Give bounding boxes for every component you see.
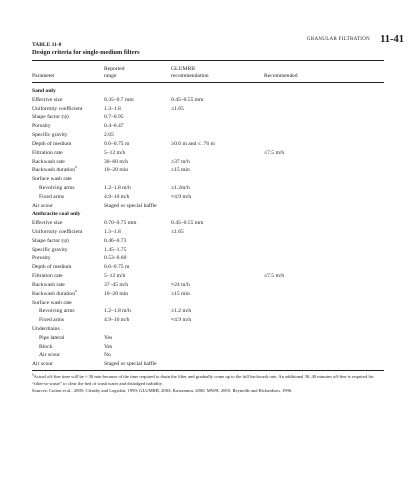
cell-reported-range: 1.3–1.8 xyxy=(104,229,121,235)
cell-glumrb-recommendation: ≥1.2m/h xyxy=(171,184,190,191)
table-row xyxy=(32,113,384,122)
footnote xyxy=(32,373,384,387)
cell-parameter-text: Air scour xyxy=(39,352,60,359)
cell-parameter xyxy=(32,263,71,272)
cell-parameter-text: Specific gravity xyxy=(32,246,68,253)
cell-reported-range: 1.2–1.8 m/h xyxy=(104,184,131,191)
cell-parameter-text: Filtration rate xyxy=(32,149,63,156)
cell-parameter xyxy=(32,237,69,246)
cell-parameter-text: Backwash duration xyxy=(32,290,76,297)
cell-parameter-text: Surface wash rate xyxy=(32,176,72,183)
table-row xyxy=(32,307,384,316)
cell-reported-range: 5–12 m/h xyxy=(104,149,126,156)
cell-reported-range: Yes xyxy=(104,343,113,350)
cell-glumrb-recommendation: 0.45–0.55 mm xyxy=(171,220,204,227)
footnote-ref: a xyxy=(75,288,77,293)
cell-parameter xyxy=(32,193,64,202)
cell-reported-range: 0.7–0.95 xyxy=(104,114,124,121)
cell-parameter xyxy=(32,105,82,114)
cell-parameter-text: Block xyxy=(39,343,53,350)
table-row xyxy=(32,343,384,352)
cell-glumrb-recommendation: ≥15 min xyxy=(171,290,190,297)
cell-parameter-text: Effective size xyxy=(32,220,63,227)
table-row xyxy=(32,96,384,105)
table-row xyxy=(32,290,384,299)
table-row xyxy=(32,263,384,272)
cell-glumrb-recommendation: ≈4.9 m/h xyxy=(171,193,192,200)
cell-glumrb-recommendation: 0.45–0.55 mm xyxy=(171,96,204,103)
cell-parameter xyxy=(32,149,63,158)
cell-parameter-text: Fixed arms xyxy=(39,317,65,324)
table-row xyxy=(32,140,384,149)
table-bottom-rule xyxy=(32,370,384,371)
page-number: 11-41 xyxy=(380,33,404,45)
table-header xyxy=(32,66,384,80)
table-row xyxy=(32,246,384,255)
cell-parameter-text: Specific gravity xyxy=(32,132,68,139)
cell-reported-range: 37–45 m/h xyxy=(104,281,129,288)
cell-reported-range: 10–20 min xyxy=(104,290,129,297)
table-row xyxy=(32,158,384,170)
table-row xyxy=(32,254,384,263)
cell-parameter-text: Shape factor (ψ) xyxy=(32,237,69,244)
table-body xyxy=(32,87,384,369)
cell-recommended: ≤7.5 m/h xyxy=(264,273,285,280)
cell-reported-range: No xyxy=(104,352,111,359)
table-row xyxy=(32,281,384,290)
cell-reported-range: 0.6–0.75 m xyxy=(104,264,130,271)
cell-parameter xyxy=(32,131,68,140)
cell-glumrb-recommendation: ≥37 m/h xyxy=(171,158,190,165)
cell-parameter-text: Uniformity coefficient xyxy=(32,105,83,112)
cell-reported-range: 10–20 min xyxy=(104,167,129,174)
cell-parameter-text: Surface wash rate xyxy=(32,299,72,306)
table-top-rule xyxy=(32,60,384,61)
footnote-text: Actual off-line time will be ≈ 30 min because of the time required to drain the filter and gradually come up to the full backwash rate. An additional 30–40 minutes off-line is required for “filter-to-waste” to clear the bed of wash water and dislodged turbidity. xyxy=(32,374,374,386)
cell-parameter-text: Fixed arms xyxy=(39,193,65,200)
table-notes xyxy=(32,373,384,394)
cell-reported-range: Yes xyxy=(104,334,113,341)
footnote-ref: a xyxy=(75,165,77,170)
table-row xyxy=(32,334,384,343)
table-label: TABLE 11-8 xyxy=(32,42,62,48)
cell-parameter xyxy=(32,351,60,360)
cell-glumrb-recommendation: ≤1.65 xyxy=(171,105,184,112)
cell-parameter-text: Revolving arms xyxy=(39,184,75,191)
cell-reported-range: 0.4–0.47 xyxy=(104,123,124,130)
cell-parameter-text: Backwash rate xyxy=(32,158,65,165)
cell-parameter-text: Sand only xyxy=(32,88,56,94)
cell-parameter xyxy=(32,281,65,290)
section-heading xyxy=(32,210,80,219)
cell-parameter xyxy=(32,158,65,167)
cell-reported-range: 0.35–0.7 mm xyxy=(104,96,134,103)
table-row xyxy=(32,351,384,360)
cell-parameter xyxy=(32,113,69,122)
table-row xyxy=(32,237,384,246)
cell-parameter xyxy=(32,202,53,211)
cell-parameter xyxy=(32,272,63,281)
cell-glumrb-recommendation: ≈4.9 m/h xyxy=(171,317,192,324)
cell-reported-range: 4.9–10 m/h xyxy=(104,317,130,324)
cell-recommended: ≤7.5 m/h xyxy=(264,149,285,156)
table-row xyxy=(32,166,384,175)
cell-reported-range: Staged or special baffle xyxy=(104,202,157,209)
cell-reported-range: 2.65 xyxy=(104,132,114,139)
table-row xyxy=(32,325,384,334)
cell-parameter xyxy=(32,166,77,175)
cell-parameter xyxy=(32,122,51,131)
header-glumrb-line1: GLUMRB xyxy=(171,66,195,72)
cell-parameter-text: Underdrains xyxy=(32,325,60,332)
table-row xyxy=(32,316,384,325)
cell-parameter xyxy=(32,254,51,263)
table-row xyxy=(32,105,384,114)
cell-glumrb-recommendation: ≈24 m/h xyxy=(171,281,190,288)
cell-parameter xyxy=(32,140,71,149)
cell-parameter xyxy=(32,246,68,255)
cell-parameter xyxy=(32,360,53,369)
cell-glumrb-recommendation: ≥0.6 m and ≤ .76 m xyxy=(171,140,215,147)
table-row xyxy=(32,175,384,184)
cell-reported-range: 0.53–0.60 xyxy=(104,255,127,262)
section-heading xyxy=(32,87,56,96)
table-row xyxy=(32,228,384,237)
cell-parameter-text: Air scour xyxy=(32,202,53,209)
table-row xyxy=(32,202,384,211)
cell-parameter xyxy=(32,343,52,352)
cell-reported-range: 0.6–0.75 m xyxy=(104,140,130,147)
header-reported-line1: Reported xyxy=(104,66,125,72)
cell-parameter xyxy=(32,96,63,105)
header-reported-line2: range xyxy=(104,73,117,79)
cell-parameter-text: Porosity xyxy=(32,123,51,130)
cell-parameter-text: Pipe lateral xyxy=(39,334,65,341)
header-glumrb-line2: recommendation xyxy=(171,73,209,79)
cell-reported-range: 4.9–10 m/h xyxy=(104,193,130,200)
cell-reported-range: 1.3–1.8 xyxy=(104,105,121,112)
cell-parameter-text: Filtration rate xyxy=(32,273,63,280)
cell-glumrb-recommendation: ≤1.65 xyxy=(171,229,184,235)
cell-parameter xyxy=(32,334,64,343)
table-row xyxy=(32,184,384,193)
cell-parameter-text: Revolving arms xyxy=(39,308,75,315)
section-heading-row xyxy=(32,210,384,219)
cell-parameter xyxy=(32,175,72,184)
table-row xyxy=(32,193,384,202)
cell-parameter-text: Backwash rate xyxy=(32,281,65,288)
cell-parameter xyxy=(32,219,63,228)
cell-parameter xyxy=(32,325,60,334)
table-row xyxy=(32,360,384,369)
cell-reported-range: 0.46–0.73 xyxy=(104,237,127,244)
cell-reported-range: 1.2–1.8 m/h xyxy=(104,308,131,315)
cell-parameter xyxy=(32,299,72,308)
cell-glumrb-recommendation: ≥1.2 m/h xyxy=(171,308,192,315)
table-row xyxy=(32,122,384,131)
cell-parameter xyxy=(32,184,75,193)
cell-parameter-text: Backwash duration xyxy=(32,167,76,174)
table-title: Design criteria for single-medium filters xyxy=(32,49,140,56)
sources: Sources: Cotton et al., 2005; Cleasby and Logsdon, 1999; GLUMRB, 2003; Kawamura, 2000; MWH, 2005; Reynolds and Richardson, 1996. xyxy=(32,388,293,393)
cell-reported-range: 0.70–0.75 mm xyxy=(104,220,137,227)
cell-parameter-text: Depth of medium xyxy=(32,140,72,147)
cell-parameter-text: Depth of medium xyxy=(32,264,72,271)
cell-reported-range: 5–12 m/h xyxy=(104,273,126,280)
cell-reported-range: Staged or special baffle xyxy=(104,361,157,368)
cell-reported-range: 30–60 m/h xyxy=(104,158,129,165)
table-row xyxy=(32,131,384,140)
cell-parameter xyxy=(32,290,77,299)
table-header-rule xyxy=(32,82,384,83)
header-recommended: Recommended xyxy=(264,73,298,79)
cell-parameter xyxy=(32,228,82,237)
cell-parameter-text: Porosity xyxy=(32,255,51,262)
cell-parameter-text: Shape factor (ψ) xyxy=(32,114,69,121)
cell-parameter-text: Effective size xyxy=(32,96,63,103)
table-row xyxy=(32,272,384,281)
section-heading-row xyxy=(32,87,384,96)
header-parameter: Parameter xyxy=(32,73,55,79)
cell-parameter-text: Uniformity coefficient xyxy=(32,229,83,235)
cell-glumrb-recommendation: ≥15 min xyxy=(171,167,190,174)
cell-parameter xyxy=(32,307,75,316)
table-row xyxy=(32,219,384,228)
table-row xyxy=(32,299,384,308)
running-header-title: GRANULAR FILTRATION xyxy=(306,36,371,42)
table-row xyxy=(32,149,384,158)
cell-parameter xyxy=(32,316,64,325)
footnote-marker: a xyxy=(32,372,34,377)
cell-reported-range: 1.45–1.75 xyxy=(104,246,127,253)
cell-parameter-text: Air scour xyxy=(32,361,53,368)
cell-parameter-text: Anthracite coal only xyxy=(32,211,81,218)
